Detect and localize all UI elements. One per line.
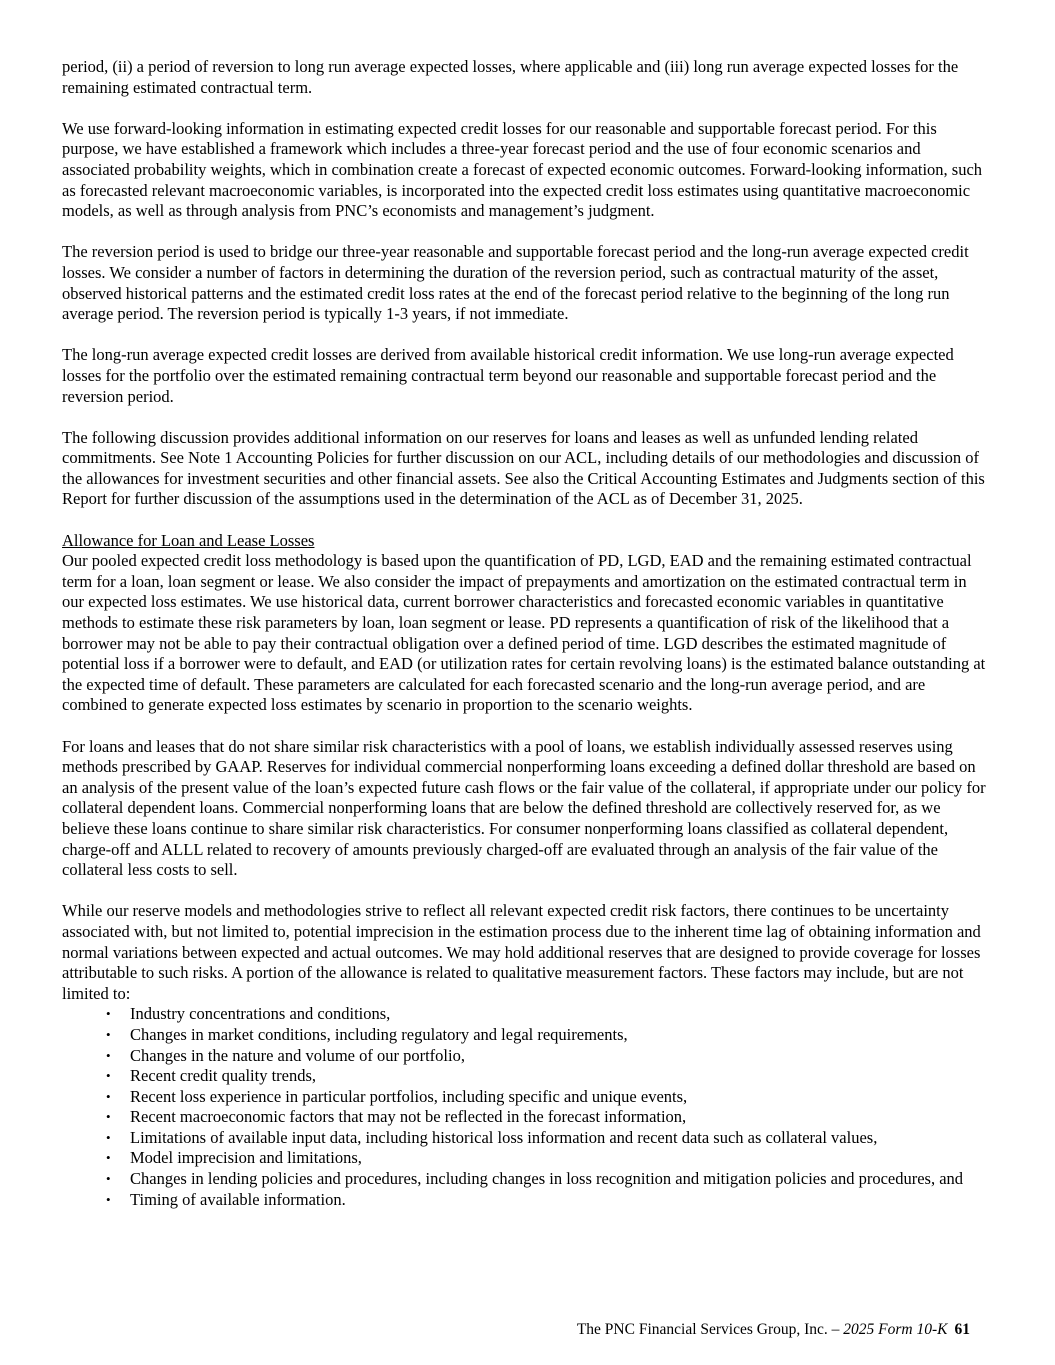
list-item: • Industry concentrations and conditions, — [62, 1004, 991, 1025]
list-item: • Recent macroeconomic factors that may not be reflected in the forecast information, — [62, 1107, 991, 1128]
paragraph-following-discussion: The following discussion provides additional information on our reserves for loans and leases as well as unfunded lending related commitments. See Note 1 Accounting Policies for further discussion on our ACL, including details of our methodologies and discussion of the allowances for investment securities and other financial assets. See also the Critical Accounting Estimates and Judgments section of this Report for further discussion of the assumptions used in the determination of the ACL as of December 31, 2025. — [62, 427, 985, 509]
list-item: • Recent loss experience in particular portfolios, including specific and unique events, — [62, 1087, 991, 1108]
paragraph-reserve-uncertainty: While our reserve models and methodologies strive to reflect all relevant expected credit risk factors, there continues to be uncertainty associated with, but not limited to, potential imprecision in the estimation process due to the inherent time lag of obtaining information and normal variations between expected and actual outcomes. We may hold additional reserves that are designed to provide coverage for losses attributable to such risks. A portion of the allowance is related to qualitative measurement factors. These factors may include, but are not limited to: — [62, 901, 981, 1003]
list-item: • Limitations of available input data, including historical loss information and recent data such as collateral values, — [62, 1128, 991, 1149]
list-item: • Model imprecision and limitations, — [62, 1148, 991, 1169]
paragraph-individually-assessed: For loans and leases that do not share similar risk characteristics with a pool of loans, we establish individually assessed reserves using methods prescribed by GAAP. Reserves for individual commercial nonperforming loans exceeding a defined dollar threshold are based on an analysis of the present value of the loan’s expected future cash flows or the fair value of the collateral, if appropriate under our policy for collateral dependent loans. Commercial nonperforming loans that are below the defined threshold are collectively reserved for, as we believe these loans continue to share similar risk characteristics. For consumer nonperforming loans classified as collateral dependent, charge-off and ALLL related to recovery of amounts previously charged-off are evaluated through an analysis of the fair value of the collateral less costs to sell. — [62, 736, 986, 880]
list-item: • Timing of available information. — [62, 1190, 991, 1211]
paragraph-long-run-average: The long-run average expected credit losses are derived from available historical credit information. We use long-run average expected losses for the portfolio over the estimated remaining contractual term beyond our reasonable and supportable forecast period and the reversion period. — [62, 345, 954, 406]
footer-form-label: 2025 Form 10-K — [843, 1321, 948, 1338]
list-item: • Changes in the nature and volume of our portfolio, — [62, 1046, 991, 1067]
qualitative-factors-list — [62, 1004, 991, 1210]
footer-page-number: 61 — [954, 1321, 970, 1338]
section-heading-allowance: Allowance for Loan and Lease Losses — [62, 530, 315, 550]
footer-company-name: The PNC Financial Services Group, Inc. – — [576, 1321, 844, 1338]
paragraph-reversion-period: The reversion period is used to bridge our three-year reasonable and supportable forecast period and the long-run average expected credit losses. We consider a number of factors in determining the duration of the reversion period, such as contractual maturity of the asset, observed historical patterns and the estimated credit loss rates at the end of the forecast period relative to the beginning of the long run average period. The reversion period is typically 1-3 years, if not immediate. — [62, 242, 969, 324]
list-item: • Changes in market conditions, including regulatory and legal requirements, — [62, 1025, 991, 1046]
page-footer — [577, 1320, 970, 1339]
list-item: • Changes in lending policies and procedures, including changes in loss recognition and mitigation policies and procedures, and — [62, 1169, 991, 1190]
paragraph-forward-looking: We use forward-looking information in estimating expected credit losses for our reasonable and supportable forecast period. For this purpose, we have established a framework which includes a three-year forecast period and the use of four economic scenarios and associated probability weights, which in combination create a forecast of expected economic outcomes. Forward-looking information, such as forecasted relevant macroeconomic variables, is incorporated into the expected credit loss estimates using quantitative macroeconomic models, as well as through analysis from PNC’s economists and management’s judgment. — [62, 118, 983, 221]
paragraph-continuation: period, (ii) a period of reversion to long run average expected losses, where applicable and (iii) long run average expected losses for the remaining estimated contractual term. — [62, 57, 959, 97]
paragraph-pooled-methodology: Our pooled expected credit loss methodology is based upon the quantification of PD, LGD, EAD and the remaining estimated contractual term for a loan, loan segment or lease. We also consider the impact of prepayments and amortization on the estimated contractual term in our expected loss estimates. We use historical data, current borrower characteristics and forecasted economic variables in quantitative methods to estimate these risk parameters by loan, loan segment or lease. PD represents a quantification of risk of the likelihood that a borrower may not be able to pay their contractual obligation over a defined period of time. LGD describes the estimated magnitude of potential loss if a borrower were to default, and EAD (or utilization rates for certain revolving loans) is the estimated balance outstanding at the expected time of default. These parameters are calculated for each forecasted scenario and the long-run average period, and are combined to generate expected loss estimates by scenario in proportion to the scenario weights. — [62, 551, 986, 715]
list-item: • Recent credit quality trends, — [62, 1066, 991, 1087]
